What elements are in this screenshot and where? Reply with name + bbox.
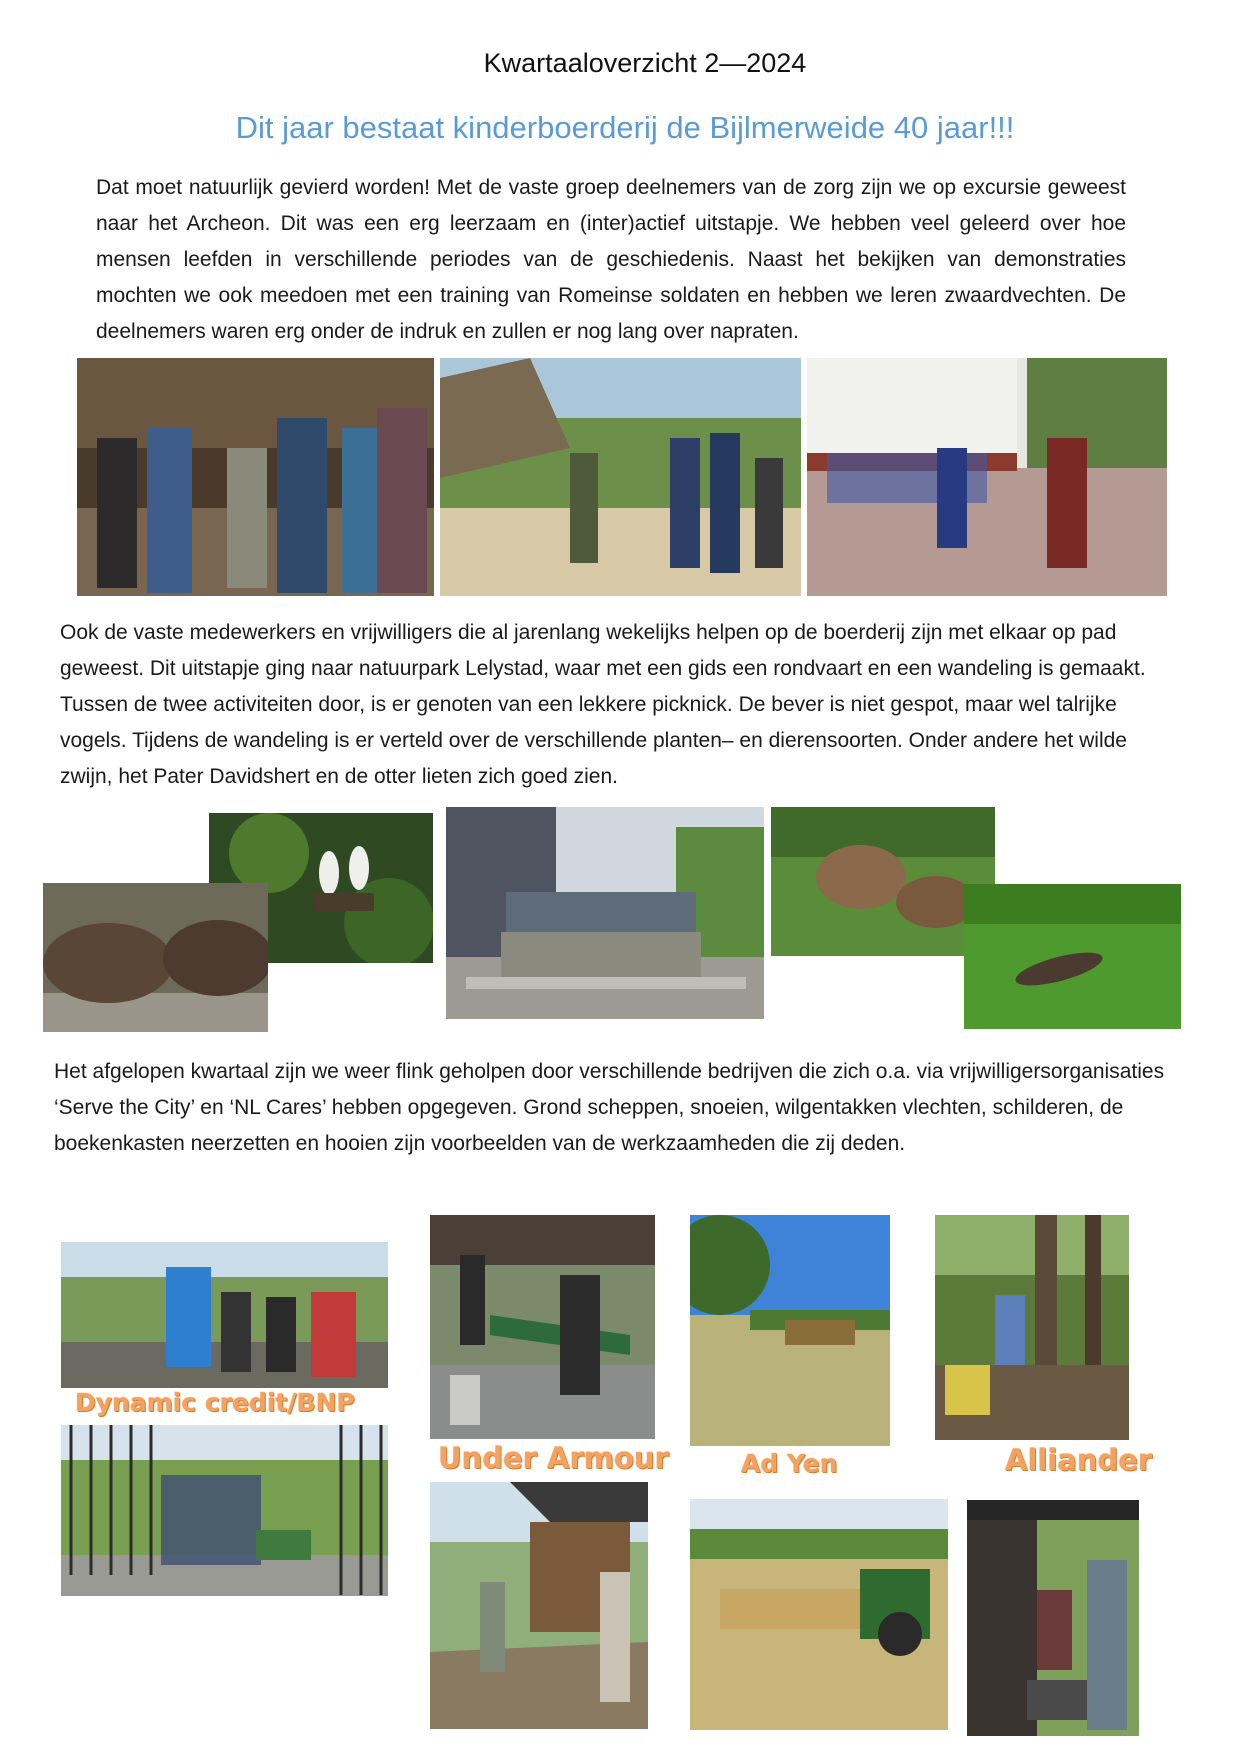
paragraph-companies: Het afgelopen kwartaal zijn we weer flink geholpen door verschillende bedrijven die zich o.a. via vrijwilligersorganisaties ‘Serve the City’ en ‘NL Cares’ hebben opgegeven. Grond scheppen, snoeien, wilgentakken vlechten, schilderen, de boekenkasten neerzetten en hooien zijn voorbeelden van de werkzaamheden die zij deden. bbox=[54, 1060, 1165, 1155]
caption-under-armour: Under Armour bbox=[438, 1441, 669, 1475]
photo-alliander-pruning bbox=[935, 1215, 1129, 1440]
photo-group-lelystad bbox=[446, 807, 764, 1019]
photo-otter bbox=[964, 884, 1181, 1029]
photo-archeon-roman-march bbox=[807, 358, 1167, 596]
caption-dynamic-credit: Dynamic credit/BNP bbox=[75, 1388, 355, 1417]
photo-ad-yen-field bbox=[690, 1215, 890, 1446]
photo-ad-yen-hay-trailer bbox=[690, 1499, 948, 1730]
photo-dynamic-credit-gate bbox=[61, 1425, 388, 1596]
photo-archeon-outdoor-training bbox=[440, 358, 801, 596]
paragraph-lelystad: Ook de vaste medewerkers en vrijwilligers die al jarenlang wekelijks helpen op de boerderij zijn met elkaar op pad geweest. Dit uitstapje ging naar natuurpark Lelystad, waar met een gids een rondvaart en een wandeling is gemaakt. Tussen de twee activiteiten door, is er genoten van een lekkere picknick. De bever is niet gespot, maar wel talrijke vogels. Tijdens de wandeling is er verteld over de verschillende planten– en dierensoorten. Onder andere het wilde zwijn, het Pater Davidshert en de otter lieten zich goed zien. bbox=[60, 621, 1146, 788]
photo-archeon-hut-interior bbox=[77, 358, 434, 596]
photo-wild-boars bbox=[43, 883, 268, 1032]
photo-dynamic-credit-shovels bbox=[61, 1242, 388, 1388]
photo-alliander-shed bbox=[967, 1500, 1139, 1736]
photo-under-armour-path bbox=[430, 1482, 648, 1729]
paragraph-archeon: Dat moet natuurlijk gevierd worden! Met de vaste groep deelnemers van de zorg zijn we op excursie geweest naar het Archeon. Dit was een erg leerzaam en (inter)actief uitstapje. We hebben veel geleerd over hoe mensen leefden in verschillende periodes van de geschiedenis. Naast het bekijken van demonstraties mochten we ook meedoen met een training van Romeinse soldaten en hebben we leren zwaardvechten. De deelnemers waren erg onder de indruk en zullen er nog lang over napraten. bbox=[96, 176, 1126, 343]
document-heading: Kwartaaloverzicht 2—2024 bbox=[483, 48, 807, 78]
caption-alliander: Alliander bbox=[1005, 1443, 1153, 1477]
caption-ad-yen: Ad Yen bbox=[741, 1449, 838, 1478]
photo-under-armour-painting bbox=[430, 1215, 655, 1439]
photo-pere-david-deer bbox=[771, 807, 995, 956]
document-title: Dit jaar bestaat kinderboerderij de Bijlmerweide 40 jaar!!! bbox=[235, 110, 1015, 145]
